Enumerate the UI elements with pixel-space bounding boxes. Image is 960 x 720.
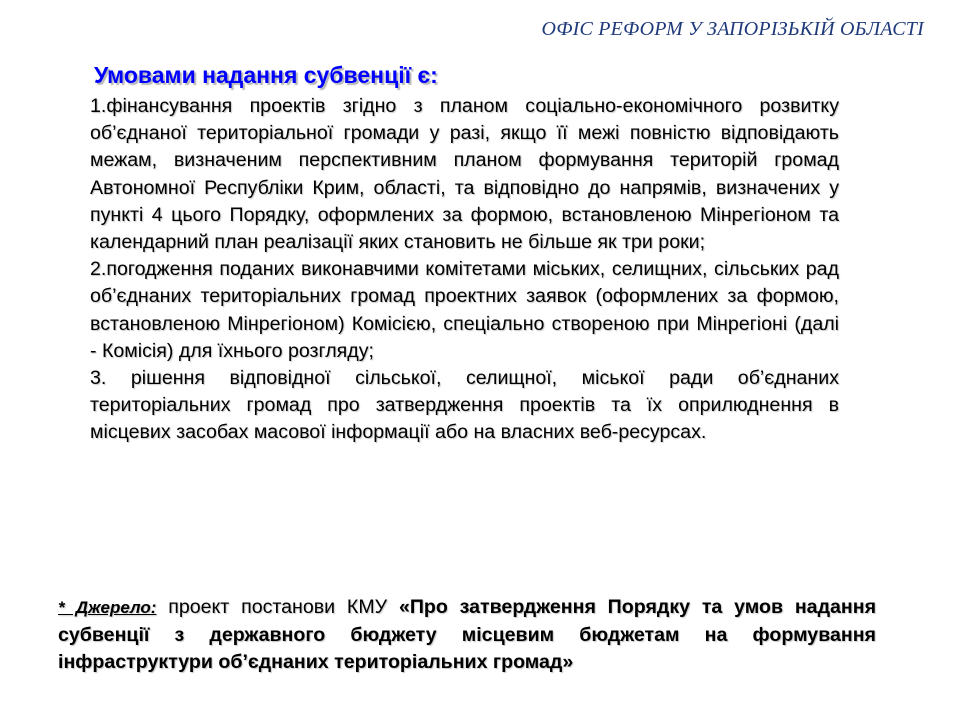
source-label: * Джерело: — [58, 598, 157, 617]
conditions-list — [90, 93, 839, 447]
source-note — [58, 594, 876, 677]
condition-item-1: 1.фінансування проектів згідно з планом соціально-економічного розвитку об’єднаної територіальної громади у разі, якщо її межі повністю відповідають межам, визначеним перспективним планом формування територій громад Автономної Республіки Крим, області, та відповідно до напрямів, визначених у пункті 4 цього Порядку, оформлених за формою, встановленою Мінрегіоном та календарний план реалізації яких становить не більше як три роки; — [90, 95, 839, 254]
office-title: ОФІС РЕФОРМ У ЗАПОРІЗЬКІЙ ОБЛАСТІ — [541, 18, 924, 40]
source-document-title: «Про затвердження Порядку та умов надання субвенції з державного бюджету місцевим бюджетам на формування інфраструктури об’єднаних територіальних громад» — [58, 596, 877, 673]
source-prefix: проект постанови КМУ — [156, 596, 399, 618]
condition-item-3: 3. рішення відповідної сільської, селищної, міської ради об’єднаних територіальних громад про затвердження проектів та їх оприлюднення в місцевих засобах масової інформації або на власних веб-ресурсах. — [90, 367, 839, 444]
slide-heading: Умовами надання субвенції є: — [94, 62, 438, 88]
condition-item-2: 2.погодження поданих виконавчими комітетами міських, селищних, сільських рад об’єднаних територіальних громад проектних заявок (оформлених за формою, встановленою Мінрегіоном) Комісією, спеціально створеною при Мінрегіоні (далі - Комісія) для їхнього розгляду; — [90, 258, 839, 362]
